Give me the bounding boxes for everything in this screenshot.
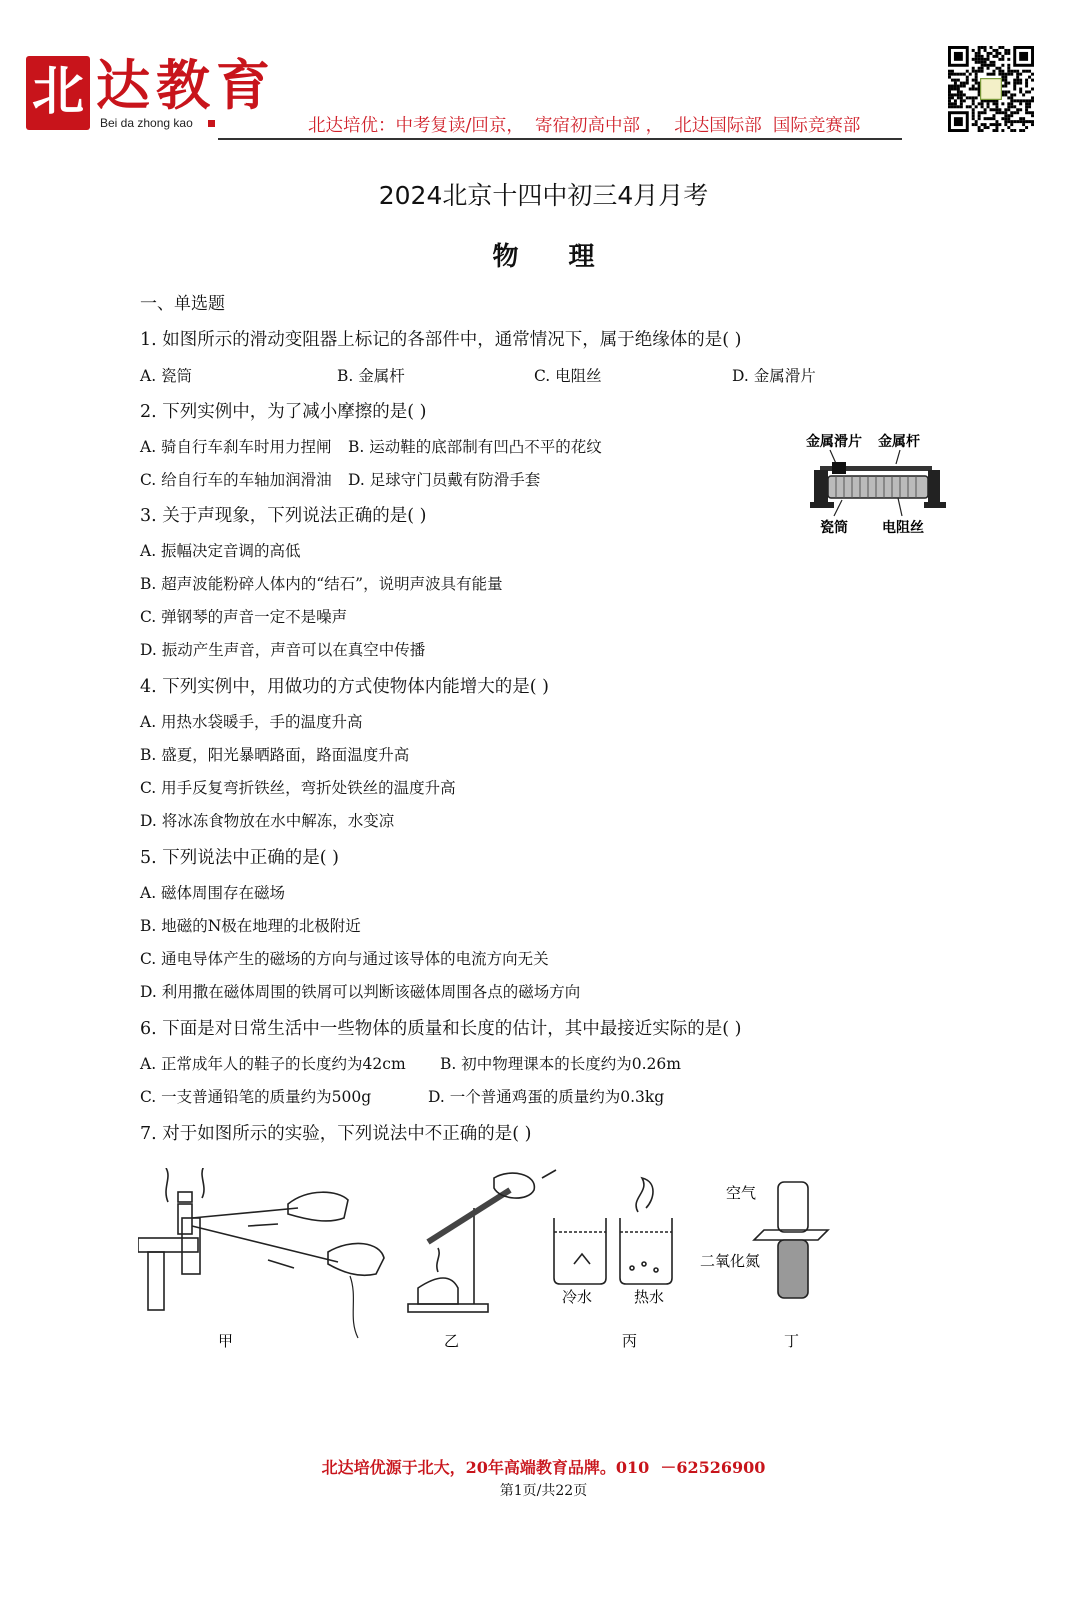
question-1-option-c: C. 电阻丝: [534, 367, 602, 385]
question-5-option-c: C. 通电导体产生的磁场的方向与通过该导体的电流方向无关: [140, 950, 549, 968]
question-5-stem: 5. 下列说法中正确的是( ): [140, 848, 339, 868]
experiment-yi-drawing: [408, 1170, 556, 1312]
question-4-option-d: D. 将冰冻食物放在水中解冻，水变凉: [140, 812, 395, 830]
question-6-option-a: A. 正常成年人的鞋子的长度约为42cm: [140, 1055, 406, 1073]
subject-title: 物理: [492, 242, 645, 272]
question-5-option-d: D. 利用撒在磁体周围的铁屑可以判断该磁体周围各点的磁场方向: [140, 983, 581, 1001]
question-4-stem: 4. 下列实例中，用做功的方式使物体内能增大的是( ): [140, 677, 549, 697]
question-2-option-d: D. 足球守门员戴有防滑手套: [348, 471, 541, 489]
question-1-option-b: B. 金属杆: [337, 367, 405, 385]
exam-title: 2024北京十四中初三4月月考: [378, 181, 709, 210]
experiment-ding-drawing: [754, 1182, 828, 1298]
question-6-option-b: B. 初中物理课本的长度约为0.26m: [440, 1055, 681, 1073]
label-air: 空气: [726, 1184, 757, 1202]
question-6-option-d: D. 一个普通鸡蛋的质量约为0.3kg: [428, 1088, 665, 1106]
question-2-option-a: A. 骑自行车刹车时用力捏闸: [140, 438, 332, 456]
question-7-stem: 7. 对于如图所示的实验，下列说法中不正确的是( ): [140, 1124, 532, 1144]
caption-yi: 乙: [444, 1332, 460, 1350]
label-metal-slider: 金属滑片: [806, 434, 862, 450]
experiment-figures: [138, 1168, 858, 1358]
rheostat-figure: [806, 430, 946, 546]
section-heading: 一、单选题: [140, 294, 225, 314]
header-slogan: 北达培优：中考复读/回京， 寄宿初高中部 ， 北达国际部 国际竞赛部: [308, 116, 861, 136]
question-5-option-a: A. 磁体周围存在磁场: [140, 884, 286, 902]
question-5-option-b: B. 地磁的N极在地理的北极附近: [140, 917, 361, 935]
question-1-stem: 1. 如图所示的滑动变阻器上标记的各部件中，通常情况下，属于绝缘体的是( ): [140, 330, 742, 350]
question-6-stem: 6. 下面是对日常生活中一些物体的质量和长度的估计，其中最接近实际的是( ): [140, 1019, 742, 1039]
question-1-option-d: D. 金属滑片: [732, 367, 816, 385]
label-porcelain-tube: 瓷筒: [820, 520, 848, 536]
footer-slogan: 北达培优源于北大，20年高端教育品牌。010 －62526900: [321, 1458, 766, 1477]
caption-bing: 丙: [622, 1332, 638, 1350]
label-nitrogen-dioxide: 二氧化氮: [700, 1252, 761, 1270]
question-4-option-b: B. 盛夏，阳光暴晒路面，路面温度升高: [140, 746, 410, 764]
experiment-bing-drawing: [554, 1178, 672, 1284]
caption-jia: 甲: [218, 1332, 234, 1350]
question-6-option-c: C. 一支普通铅笔的质量约为500g: [140, 1088, 372, 1106]
label-hot-water: 热水: [634, 1288, 665, 1306]
question-2-option-b: B. 运动鞋的底部制有凹凸不平的花纹: [348, 438, 602, 456]
question-3-option-b: B. 超声波能粉碎人体内的“结石”，说明声波具有能量: [140, 575, 503, 593]
question-3-option-a: A. 振幅决定音调的高低: [140, 542, 301, 560]
qr-code-icon: [948, 46, 1034, 132]
page-number: 第1页/共22页: [499, 1483, 588, 1499]
question-1-option-a: A. 瓷筒: [140, 367, 193, 385]
logo-dot: [208, 120, 215, 127]
logo-title: 达教育: [96, 53, 276, 117]
logo-mark: [26, 56, 90, 130]
label-metal-rod: 金属杆: [878, 434, 920, 450]
experiment-jia-drawing: [138, 1168, 384, 1338]
question-3-option-d: D. 振动产生声音，声音可以在真空中传播: [140, 641, 426, 659]
question-2-stem: 2. 下列实例中，为了减小摩擦的是( ): [140, 402, 427, 422]
logo-subtitle: Bei da zhong kao: [100, 116, 193, 130]
question-4-option-a: A. 用热水袋暖手，手的温度升高: [140, 713, 363, 731]
question-3-stem: 3. 关于声现象，下列说法正确的是( ): [140, 506, 427, 526]
logo-mark-text: 北: [31, 61, 84, 122]
question-2-option-c: C. 给自行车的车轴加润滑油: [140, 471, 332, 489]
caption-ding: 丁: [784, 1332, 800, 1350]
label-cold-water: 冷水: [562, 1288, 593, 1306]
header-divider: [218, 138, 902, 140]
label-resistance-wire: 电阻丝: [882, 520, 924, 536]
question-4-option-c: C. 用手反复弯折铁丝，弯折处铁丝的温度升高: [140, 779, 456, 797]
question-3-option-c: C. 弹钢琴的声音一定不是噪声: [140, 608, 348, 626]
